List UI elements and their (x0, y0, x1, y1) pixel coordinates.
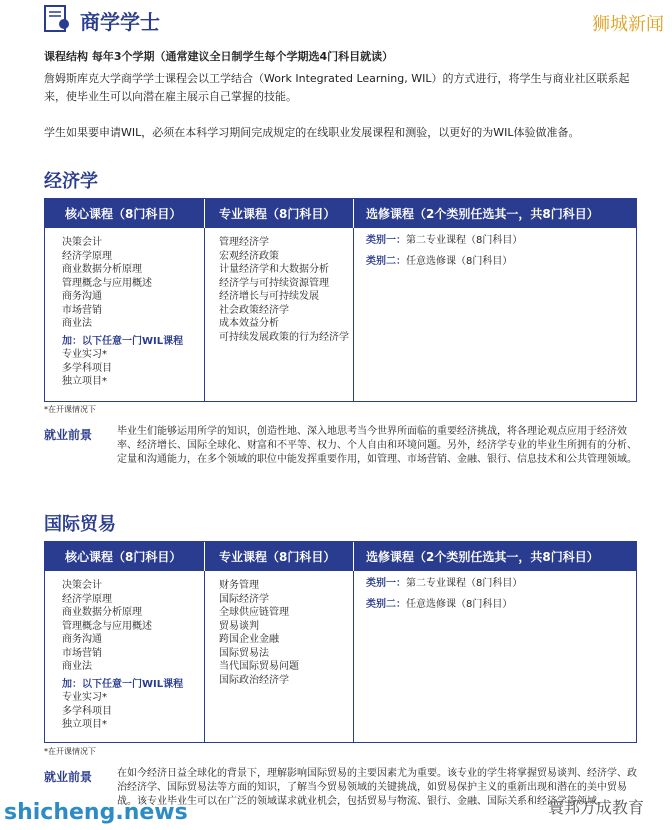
list-item: 当代国际贸易问题 (219, 661, 299, 672)
list-item: 决策会计 (62, 580, 102, 591)
footnote: *在开课情况下 (44, 747, 96, 756)
brand-watermark: 寰邦万成教育 (548, 798, 645, 817)
core-list (45, 571, 205, 742)
list-item: 商务沟通 (62, 291, 102, 302)
list-item: 经济学原理 (62, 593, 112, 605)
footnote: *在开课情况下 (44, 405, 96, 414)
list-item: 独立项目* (62, 376, 107, 387)
list-item: 市场营销 (62, 647, 102, 659)
list-item: 市场营销 (62, 304, 102, 316)
career-text: 毕业生们能够运用所学的知识，创造性地、深入地思考当今世界所面临的重要经济挑战，将各理论观点应用于经济效率、经济增长、国际全球化、财富和不平等、权力、个人自由和环境问题。另外，经济学专业的毕业生所拥有的分析、定量和沟通能力，在多个领域的职位中能发挥重要作用，如管理、市场营销、金融、银行、信息技术和公共管理领域。 (117, 426, 637, 465)
header-elective: 选修课程（2个类别任选其一，共8门科目） (366, 550, 599, 564)
list-item: 跨国企业金融 (219, 634, 279, 645)
list-item: 商业法 (62, 661, 92, 672)
major-list (205, 571, 354, 742)
list-item: 管理经济学 (219, 237, 269, 248)
header-major: 专业课程（8门科目） (205, 199, 354, 228)
list-item: 商务沟通 (62, 634, 102, 645)
intro-paragraph-2: 学生如果要申请WIL，必须在本科学习期间完成规定的在线职业发展课程和测验，以更好的为WIL体验做准备。 (44, 126, 580, 139)
category-text: 任意选修课（8门科目） (406, 255, 513, 267)
wil-label: 加：以下任意一门WIL课程 (62, 678, 184, 690)
list-item: 可持续发展政策的行为经济学 (219, 331, 349, 343)
certificate-icon (42, 4, 72, 34)
site-watermark: shicheng.news (4, 800, 188, 825)
list-item: 商业数据分析原理 (62, 607, 142, 618)
list-item: 宏观经济政策 (219, 250, 279, 262)
category-label: 类别二： (366, 598, 406, 610)
career-label: 就业前景 (44, 428, 93, 442)
header-core: 核心课程（8门科目） (45, 542, 205, 571)
list-item: 计量经济学和大数据分析 (219, 264, 329, 275)
header-core: 核心课程（8门科目） (45, 199, 205, 228)
list-item: 财务管理 (219, 580, 259, 591)
list-item: 国际政治经济学 (219, 674, 289, 686)
category-label: 类别二： (366, 255, 406, 267)
list-item: 贸易谈判 (219, 620, 259, 632)
category-label: 类别一： (366, 235, 406, 246)
category-label: 类别一： (366, 578, 406, 589)
wil-label: 加：以下任意一门WIL课程 (62, 335, 184, 347)
career-label: 就业前景 (44, 770, 93, 784)
watermark: 狮城新闻 (592, 14, 664, 35)
list-item: 多学科项目 (62, 362, 112, 374)
list-item: 国际经济学 (219, 593, 269, 605)
elective-list (354, 228, 636, 401)
course-table (44, 541, 637, 743)
category-text: 第二专业课程（8门科目） (406, 235, 523, 246)
list-item: 经济学与可持续资源管理 (219, 277, 329, 289)
elective-list (354, 571, 636, 742)
section-title: 经济学 (44, 171, 98, 192)
list-item: 专业实习* (62, 349, 107, 360)
course-table (44, 198, 637, 402)
list-item: 管理概念与应用概述 (62, 620, 152, 632)
list-item: 经济增长与可持续发展 (219, 291, 319, 302)
list-item: 成本效益分析 (219, 318, 279, 329)
list-item: 商业数据分析原理 (62, 264, 142, 275)
header-elective: 选修课程（2个类别任选其一，共8门科目） (366, 207, 599, 221)
page-title: 商学学士 (80, 10, 160, 34)
list-item: 社会政策经济学 (219, 304, 289, 316)
category-text: 任意选修课（8门科目） (406, 598, 513, 610)
list-item: 多学科项目 (62, 705, 112, 717)
list-item: 国际贸易法 (219, 647, 269, 659)
list-item: 经济学原理 (62, 250, 112, 262)
list-item: 独立项目* (62, 719, 107, 730)
list-item: 专业实习* (62, 692, 107, 703)
list-item: 决策会计 (62, 237, 102, 248)
course-structure: 课程结构 每年3个学期（通常建议全日制学生每个学期选4门科目就读） (44, 50, 394, 63)
list-item: 商业法 (62, 318, 92, 329)
major-list (205, 228, 354, 401)
list-item: 全球供应链管理 (219, 607, 289, 618)
section-title: 国际贸易 (44, 514, 116, 535)
core-list (45, 228, 205, 401)
intro-paragraph-1: 詹姆斯库克大学商学学士课程会以工学结合（Work Integrated Learning, WIL）的方式进行，将学生与商业社区联系起来，使毕业生可以向潜在雇主展示自己掌握的技能。 (44, 72, 630, 103)
header-major: 专业课程（8门科目） (205, 542, 354, 571)
career-text: 在如今经济日益全球化的背景下，理解影响国际贸易的主要因素尤为重要。该专业的学生将掌握贸易谈判、经济学、政治经济学、国际贸易法等方面的知识，了解当今贸易领域的关键挑战，如贸易保护主义的重新出现和潜在的美中贸易战。该专业毕业生可以在广泛的领域谋求就业机会，包括贸易与物流、银行、金融、国际关系和经济学等领域。 (117, 768, 637, 807)
list-item: 管理概念与应用概述 (62, 277, 152, 289)
category-text: 第二专业课程（8门科目） (406, 578, 523, 589)
